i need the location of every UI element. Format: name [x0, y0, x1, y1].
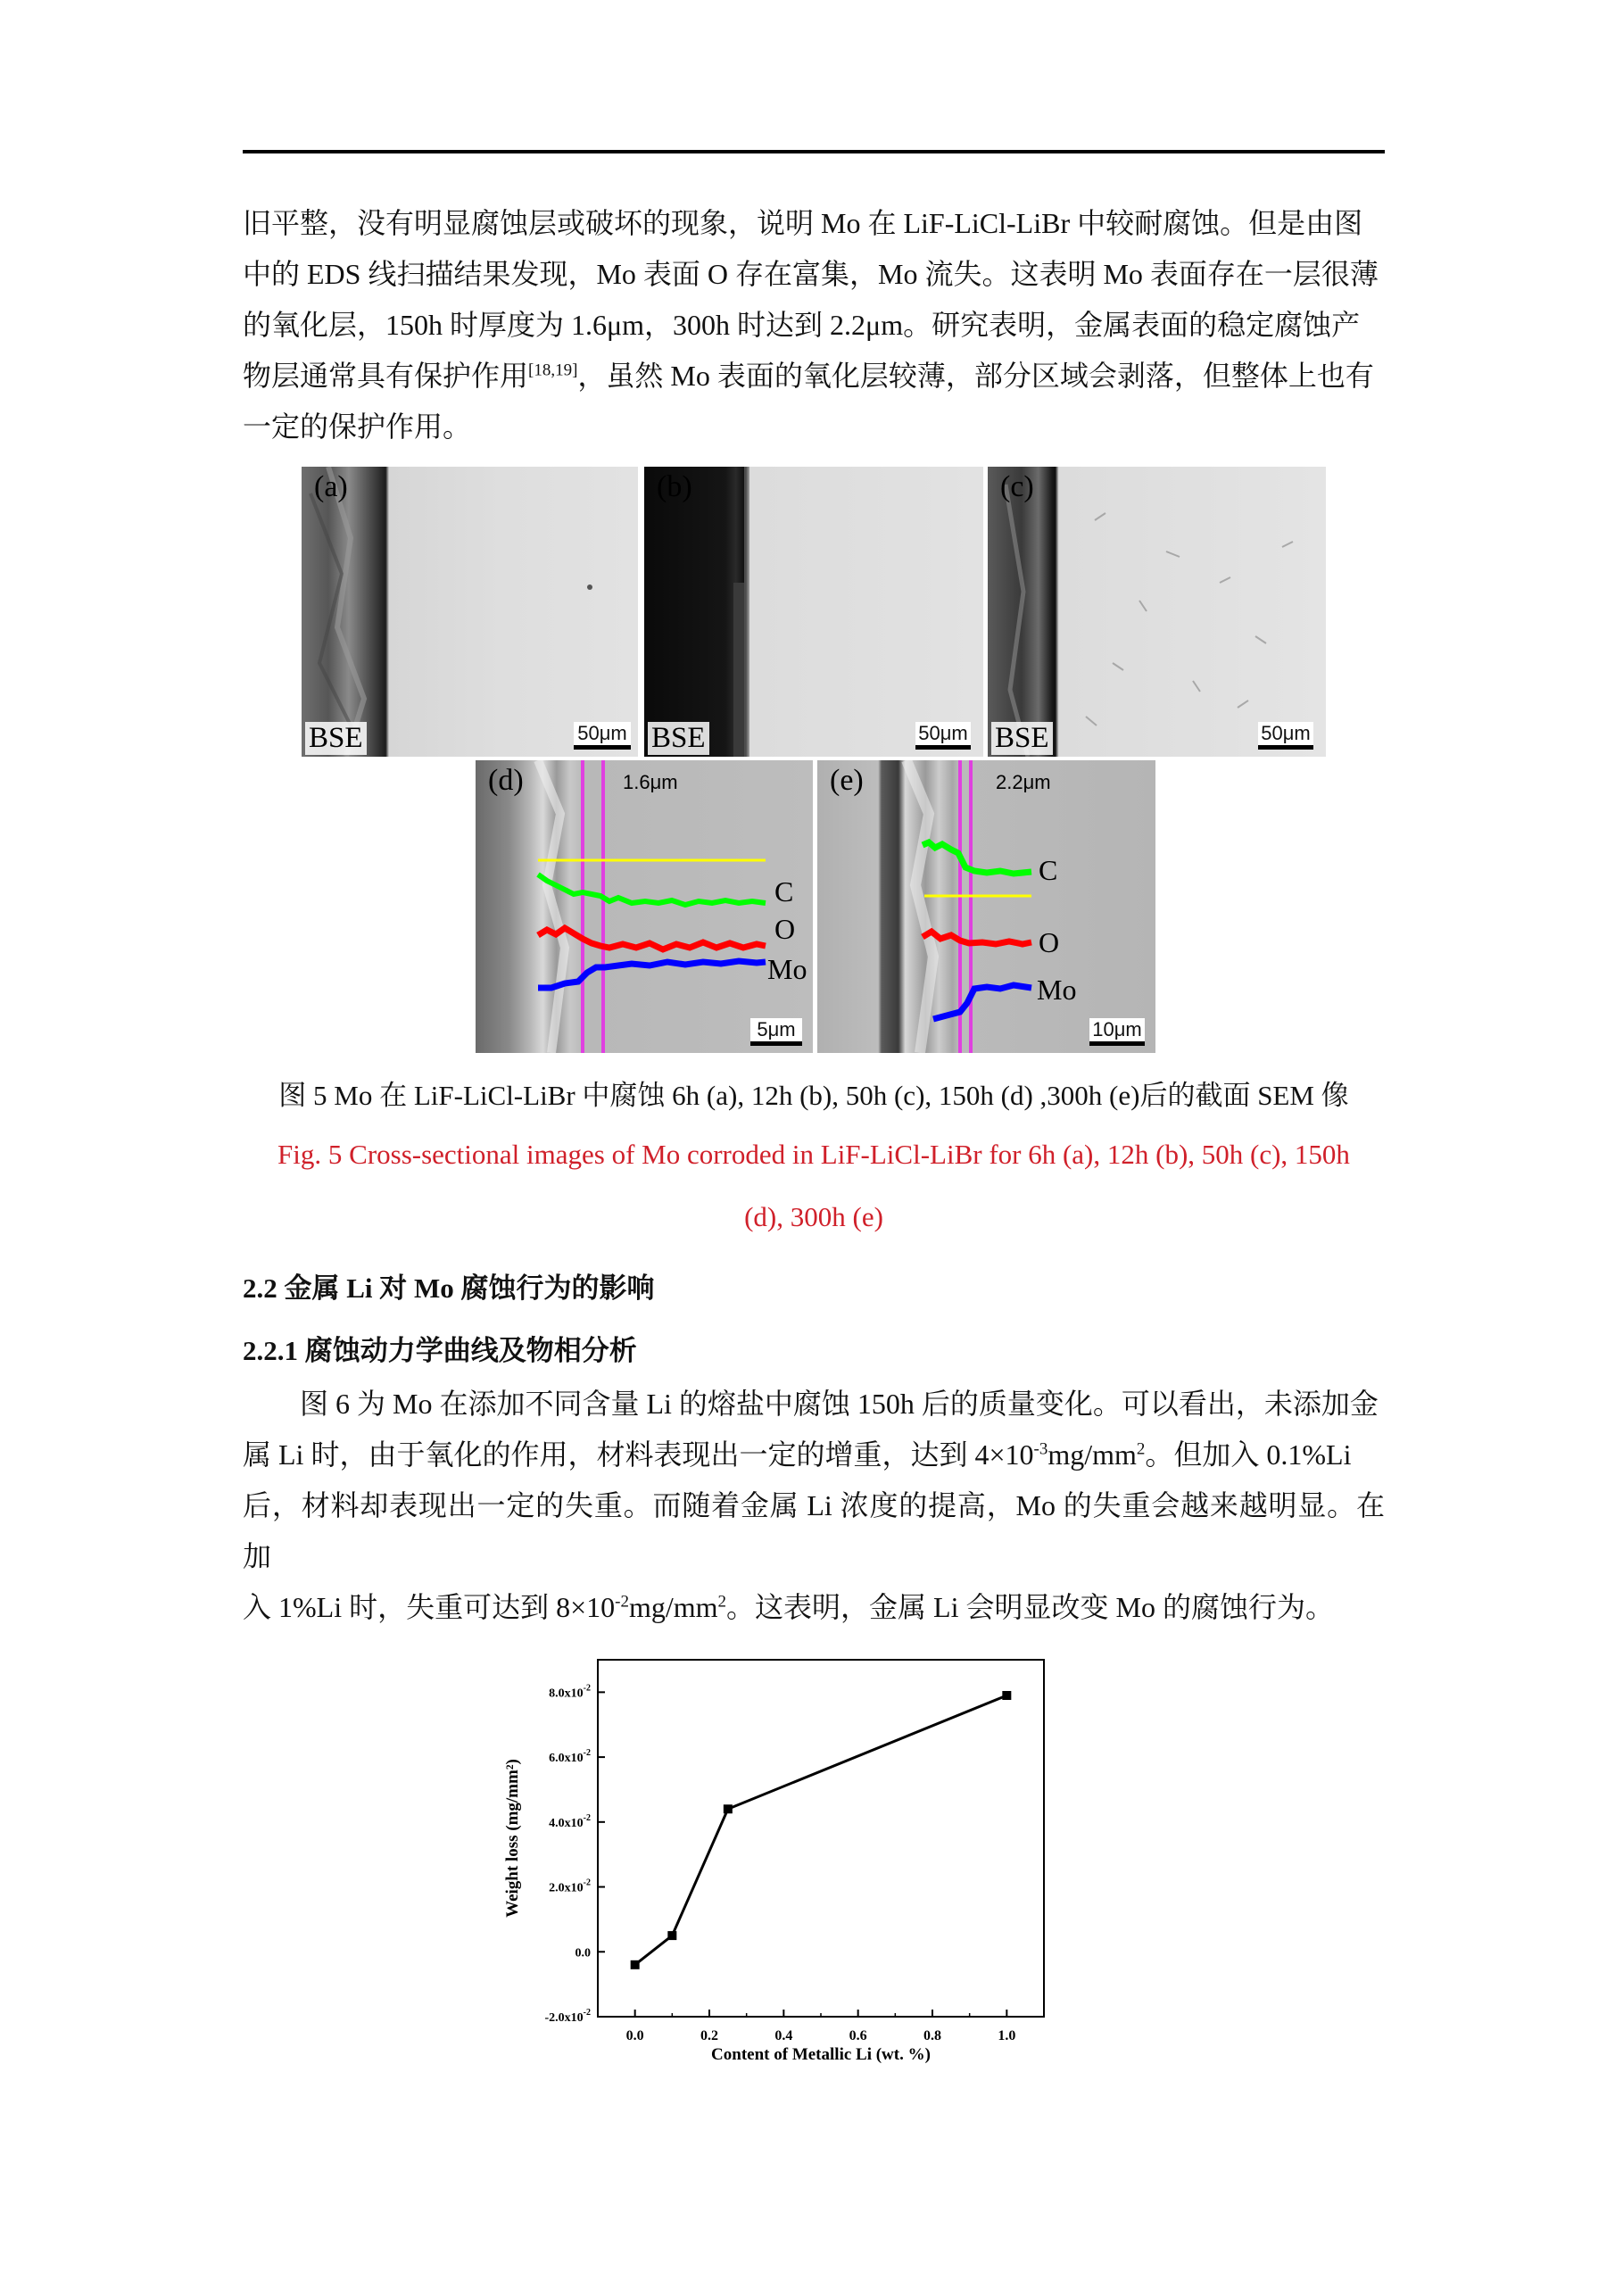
header-rule: [243, 150, 1385, 153]
paragraph-1-line: 中的 EDS 线扫描结果发现，Mo 表面 O 存在富集，Mo 流失。这表明 Mo 表面存在一层很薄: [243, 258, 1379, 290]
scale-bar: 10μm: [1089, 1018, 1145, 1046]
panel-label: (e): [830, 764, 864, 797]
y-tick-label: $6.0x10^{-2}$: [549, 1748, 591, 1766]
series-line: [635, 1695, 1007, 1965]
y-tick-label: $-2.0x10^{-2}$: [544, 2008, 591, 2025]
paragraph-2-line: [243, 1582, 1385, 1633]
superscript: -3: [1033, 1439, 1048, 1459]
citation-ref[interactable]: [18,19]: [528, 361, 578, 380]
text-run: ，虽然 Mo 表面的氧化层较薄，部分区域会剥落，但整体上也有: [577, 360, 1374, 392]
series-points: [631, 1691, 1012, 1969]
figure-5-caption-cn: 图 5 Mo 在 LiF-LiCl-LiBr 中腐蚀 6h (a), 12h (b), 50h (c), 150h (d) ,300h (e)后的截面 SEM 像: [278, 1080, 1349, 1111]
scale-bar: 50μm: [915, 722, 971, 750]
superscript: -2: [615, 1592, 629, 1612]
text-run: 。但加入 0.1%Li: [1145, 1438, 1352, 1471]
x-tick-label: 0.6: [849, 2028, 867, 2043]
x-ticks: [626, 2010, 1016, 2043]
superscript: 2: [717, 1592, 727, 1612]
x-tick-label: 0.2: [700, 2028, 718, 2043]
data-point: [724, 1804, 733, 1813]
panel-label: (b): [657, 470, 692, 503]
text-run: 入 1%Li 时，失重可达到 8×10: [243, 1591, 616, 1623]
y-ticks: [544, 1683, 605, 2025]
panel-label: (d): [488, 764, 524, 797]
sem-texture: [988, 467, 1326, 757]
paragraph-2: [243, 1379, 1385, 1633]
panel-label: (c): [1000, 470, 1034, 503]
sem-texture: [644, 467, 983, 757]
scale-bar: 50μm: [1258, 722, 1313, 750]
data-point: [631, 1960, 640, 1969]
data-point: [667, 1931, 676, 1940]
weight-loss-chart: [482, 1633, 1071, 2088]
y-axis-label: Weight loss (mg/mm²): [503, 1759, 522, 1918]
paragraph-1-line: 旧平整，没有明显腐蚀层或破坏的现象，说明 Mo 在 LiF-LiCl-LiBr 中较耐腐蚀。但是由图: [243, 207, 1363, 239]
bse-label: BSE: [991, 722, 1053, 755]
sem-texture: [302, 467, 638, 757]
paragraph-1-line: 的氧化层，150h 时厚度为 1.6μm，300h 时达到 2.2μm。研究表明，金属表面的稳定腐蚀产: [243, 309, 1361, 341]
x-tick-label: 1.0: [998, 2028, 1016, 2043]
text-run: 属 Li 时，由于氧化的作用，材料表现出一定的增重，达到 4×10: [243, 1438, 1034, 1471]
eds-linescan-d: [476, 760, 813, 1053]
paragraph-2-line: [243, 1430, 1385, 1480]
data-point: [1002, 1691, 1011, 1700]
sem-panel-d: [476, 760, 813, 1053]
profile-label-c: C: [774, 875, 794, 908]
profile-label-mo: Mo: [767, 953, 807, 985]
section-heading: 2.2 金属 Li 对 Mo 腐蚀行为的影响: [243, 1272, 655, 1304]
text-run: mg/mm: [628, 1591, 718, 1623]
bse-label: BSE: [305, 722, 367, 755]
x-tick-label: 0.4: [774, 2028, 793, 2043]
profile-label-o: O: [774, 913, 796, 945]
profile-label-c: C: [1039, 854, 1058, 886]
paragraph-1-line: [243, 351, 1385, 402]
profile-label-o: O: [1039, 926, 1060, 958]
x-tick-label: 0.8: [923, 2028, 941, 2043]
text-run: mg/mm: [1047, 1438, 1137, 1471]
scale-bar: 5μm: [750, 1018, 802, 1046]
bse-label: BSE: [648, 722, 709, 755]
sem-panel-c: [988, 467, 1326, 757]
subsection-heading: 2.2.1 腐蚀动力学曲线及物相分析: [243, 1335, 637, 1366]
text-run: 物层通常具有保护作用: [243, 360, 529, 392]
x-tick-label: 0.0: [625, 2028, 644, 2043]
sem-panel-a: [302, 467, 638, 757]
profile-label-mo: Mo: [1037, 974, 1077, 1006]
y-tick-label: $2.0x10^{-2}$: [549, 1877, 591, 1895]
y-tick-label: 0.0: [575, 1946, 591, 1960]
plot-frame: [598, 1660, 1044, 2017]
x-axis-label: Content of Metallic Li (wt. %): [711, 2045, 931, 2064]
sem-panel-b: [644, 467, 983, 757]
paragraph-1: [243, 198, 1385, 452]
y-tick-label: $8.0x10^{-2}$: [549, 1683, 591, 1701]
figure-5-caption-en: Fig. 5 Cross-sectional images of Mo corroded in LiF-LiCl-LiBr for 6h (a), 12h (b), 50h (c), 150h: [277, 1139, 1350, 1170]
scale-bar: 50μm: [574, 722, 631, 750]
paragraph-1-line: 一定的保护作用。: [243, 410, 472, 443]
paragraph-2-line: 图 6 为 Mo 在添加不同含量 Li 的熔盐中腐蚀 150h 后的质量变化。可以看出，未添加金: [300, 1388, 1379, 1420]
paragraph-2-line: 后，材料却表现出一定的失重。而随着金属 Li 浓度的提高，Mo 的失重会越来越明显。在加: [243, 1489, 1385, 1572]
text-run: 。这表明，金属 Li 会明显改变 Mo 的腐蚀行为。: [726, 1591, 1334, 1623]
oxide-thickness-label: 1.6μm: [623, 771, 678, 793]
y-tick-label: $4.0x10^{-2}$: [549, 1812, 591, 1830]
oxide-thickness-label: 2.2μm: [996, 771, 1051, 793]
sem-panel-e: [817, 760, 1155, 1053]
superscript: 2: [1136, 1439, 1146, 1459]
figure-5-caption-en-cont: (d), 300h (e): [744, 1201, 883, 1232]
eds-linescan-e: [817, 760, 1155, 1053]
panel-label: (a): [314, 470, 348, 503]
